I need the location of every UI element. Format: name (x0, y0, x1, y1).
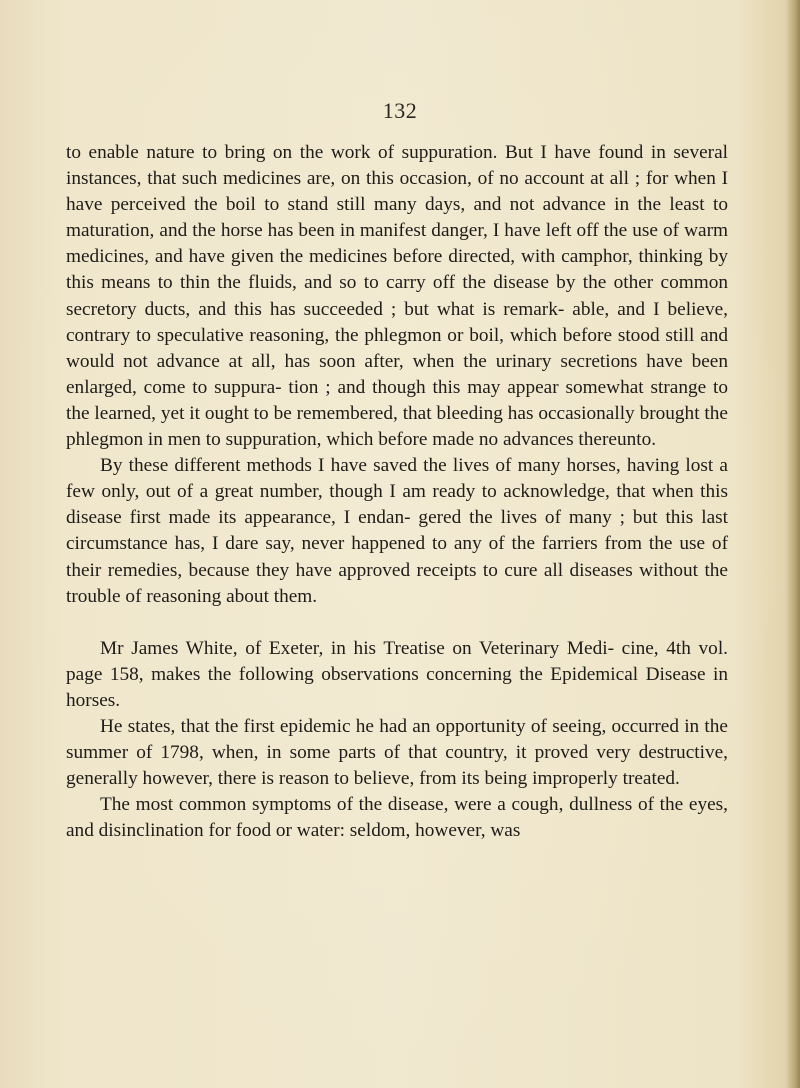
paragraph-first-epidemic: He states, that the first epidemic he had an opportunity of seeing, occurred in the summer of 1798, when, in some parts of that country, it proved very destructive, generally however, there is reason to believe, from its being improperly treated. (66, 715, 728, 790)
page-edge-shadow (786, 0, 800, 1088)
paragraph-james-white: Mr James White, of Exeter, in his Treatise on Veterinary Medi- cine, 4th vol. page 158, makes the following observations concerning the Epidemical Disease in horses. (66, 637, 728, 711)
page-number: 132 (382, 98, 418, 123)
body-text (66, 140, 728, 844)
paragraph-symptoms: The most common symptoms of the disease, were a cough, dullness of the eyes, and disinclination for food or water: seldom, however, was (66, 794, 728, 842)
paragraph-methods: By these different methods I have saved the lives of many horses, having lost a few only, out of a great number, though I am ready to acknowledge, that when this disease first made its appearance, I endan- gered the lives of many ; but this last circumstance has, I dare say, never happened to any of the farriers from the use of their remedies, because they have approved receipts to cure all diseases without the trouble of reasoning about them. (66, 455, 728, 607)
paragraph-continuation: to enable nature to bring on the work of suppuration. But I have found in several instances, that such medicines are, on this occasion, of no account at all ; for when I have perceived the boil to stand still many days, and not advance in the least to maturation, and the horse has been in manifest danger, I have left off the use of warm medicines, and have given the medicines before directed, with camphor, thinking by this means to thin the fluids, and so to carry off the disease by the other common secretory ducts, and this has succeeded ; but what is remark- able, and I believe, contrary to speculative reasoning, the phlegmon or boil, which before stood still and would not advance at all, has soon after, when the urinary secretions have been enlarged, come to suppura- tion ; and though this may appear somewhat strange to the learned, yet it ought to be remembered, that bleeding has occasionally brought the phlegmon in men to suppuration, which before made no advances thereunto. (66, 142, 728, 451)
